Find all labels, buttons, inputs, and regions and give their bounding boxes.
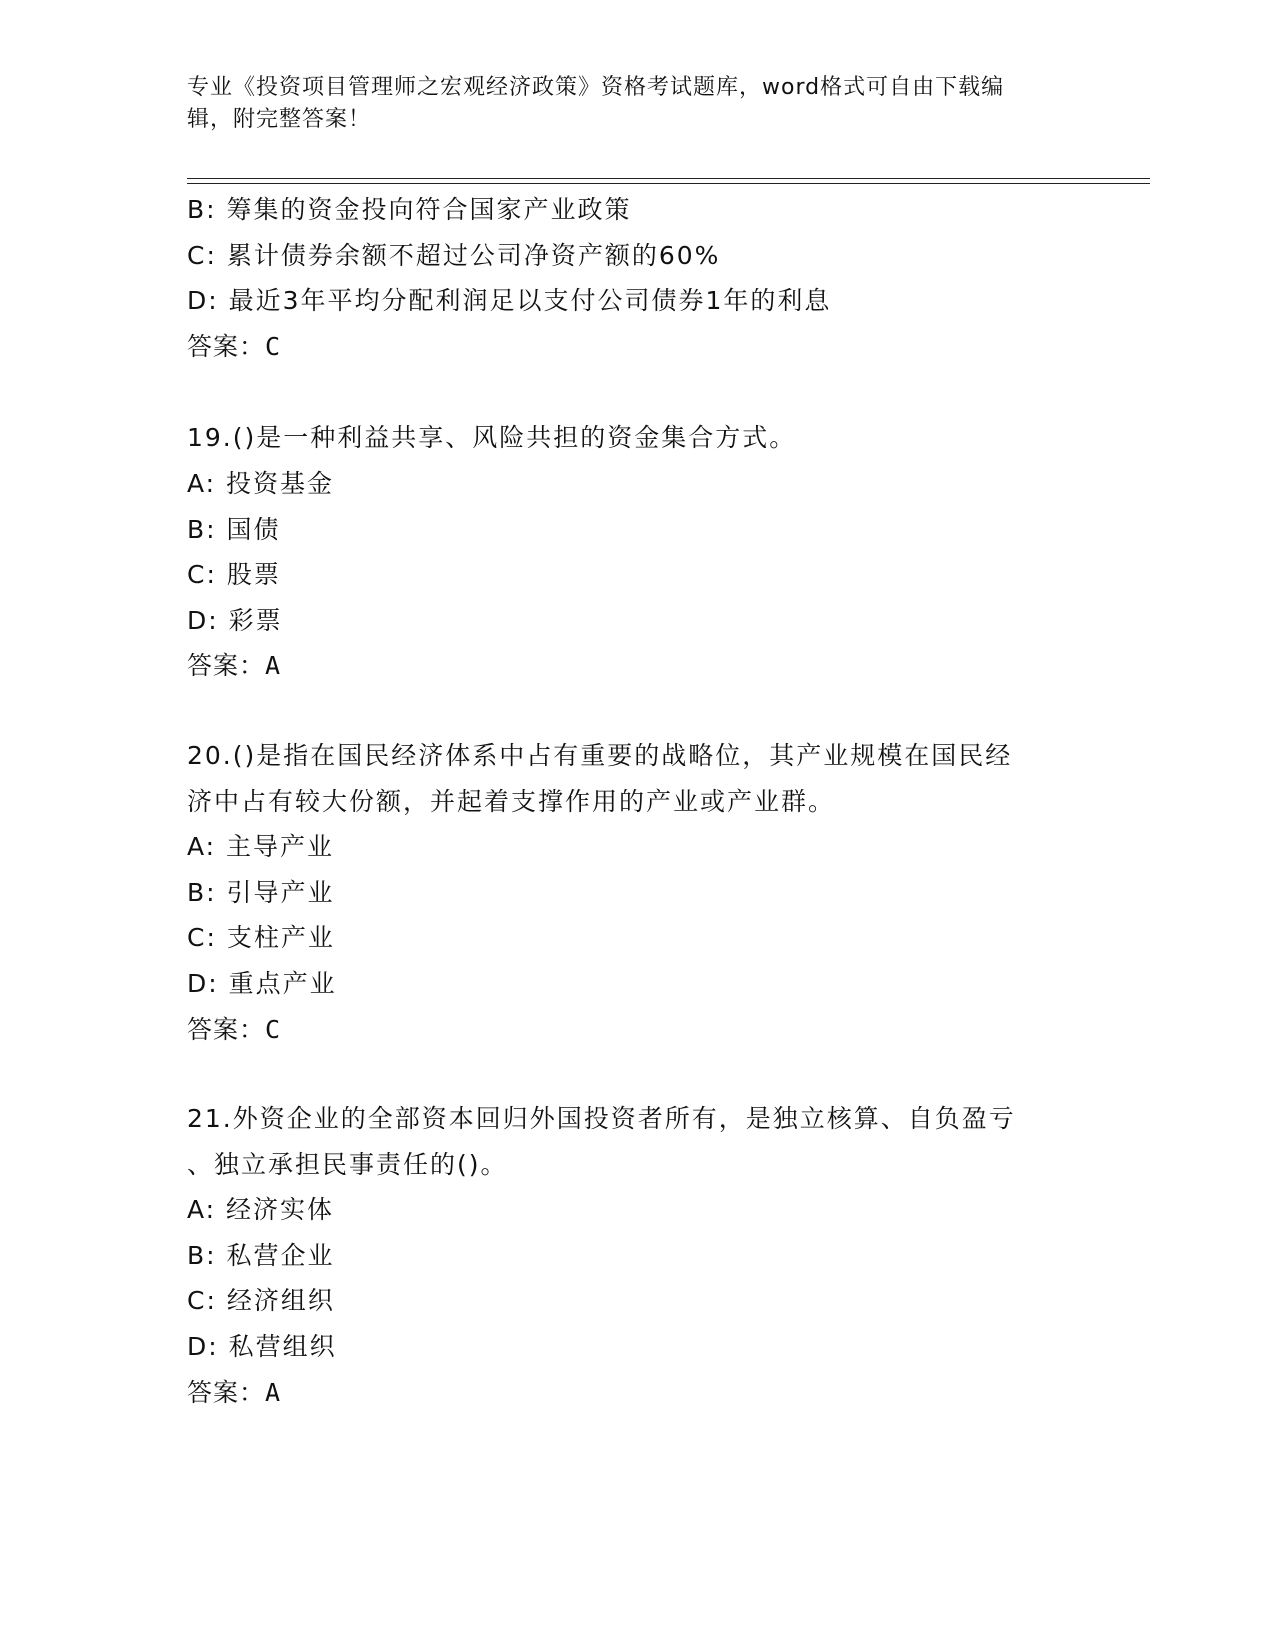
- question-21: [187, 1096, 1087, 1415]
- header-divider-bottom: [187, 183, 1150, 184]
- document-header: [187, 72, 1087, 136]
- question-content: [187, 187, 1087, 1415]
- option-d: D: 最近3年平均分配利润足以支付公司债券1年的利息: [187, 286, 832, 316]
- option-d: D: 彩票: [187, 605, 283, 635]
- question-stem-line-1: 20.()是指在国民经济体系中占有重要的战略位，其产业规模在国民经: [187, 740, 1013, 770]
- answer-label: 答案：: [187, 1377, 266, 1407]
- carryover-question: [187, 187, 1087, 369]
- question-stem-line-2: 济中占有较大份额，并起着支撑作用的产业或产业群。: [187, 786, 836, 816]
- option-a: A: 经济实体: [187, 1195, 335, 1225]
- question-stem-line-1: 21.外资企业的全部资本回归外国投资者所有，是独立核算、自负盈亏: [187, 1104, 1016, 1134]
- option-c: C: 支柱产业: [187, 923, 335, 953]
- header-line-2: 辑，附完整答案！: [187, 107, 372, 132]
- option-d: D: 重点产业: [187, 968, 337, 998]
- answer-value: C: [265, 1014, 283, 1044]
- option-c: C: 股票: [187, 560, 281, 590]
- answer-line: [187, 324, 1087, 370]
- answer-line: [187, 643, 1087, 689]
- option-a: A: 主导产业: [187, 832, 335, 862]
- answer-label: 答案：: [187, 1014, 266, 1044]
- question-stem-line-2: 、独立承担民事责任的()。: [187, 1149, 508, 1179]
- option-c: C: 经济组织: [187, 1286, 335, 1316]
- option-c: C: 累计债券余额不超过公司净资产额的60%: [187, 240, 721, 270]
- question-stem: 19.()是一种利益共享、风险共担的资金集合方式。: [187, 423, 797, 453]
- answer-value: C: [265, 331, 283, 361]
- option-b: B: 筹集的资金投向符合国家产业政策: [187, 195, 632, 224]
- answer-label: 答案：: [187, 651, 266, 681]
- answer-value: A: [265, 651, 283, 681]
- question-19: [187, 415, 1087, 689]
- question-20: [187, 733, 1087, 1052]
- option-b: B: 私营企业: [187, 1240, 335, 1270]
- option-b: B: 引导产业: [187, 877, 335, 907]
- answer-value: A: [265, 1377, 283, 1407]
- header-line-1: 专业《投资项目管理师之宏观经济政策》资格考试题库，word格式可自由下载编: [187, 75, 1005, 100]
- answer-line: [187, 1370, 1087, 1416]
- answer-label: 答案：: [187, 331, 266, 361]
- header-divider-top: [187, 178, 1150, 179]
- option-b: B: 国债: [187, 514, 281, 544]
- option-a: A: 投资基金: [187, 468, 335, 498]
- answer-line: [187, 1007, 1087, 1053]
- option-d: D: 私营组织: [187, 1332, 337, 1362]
